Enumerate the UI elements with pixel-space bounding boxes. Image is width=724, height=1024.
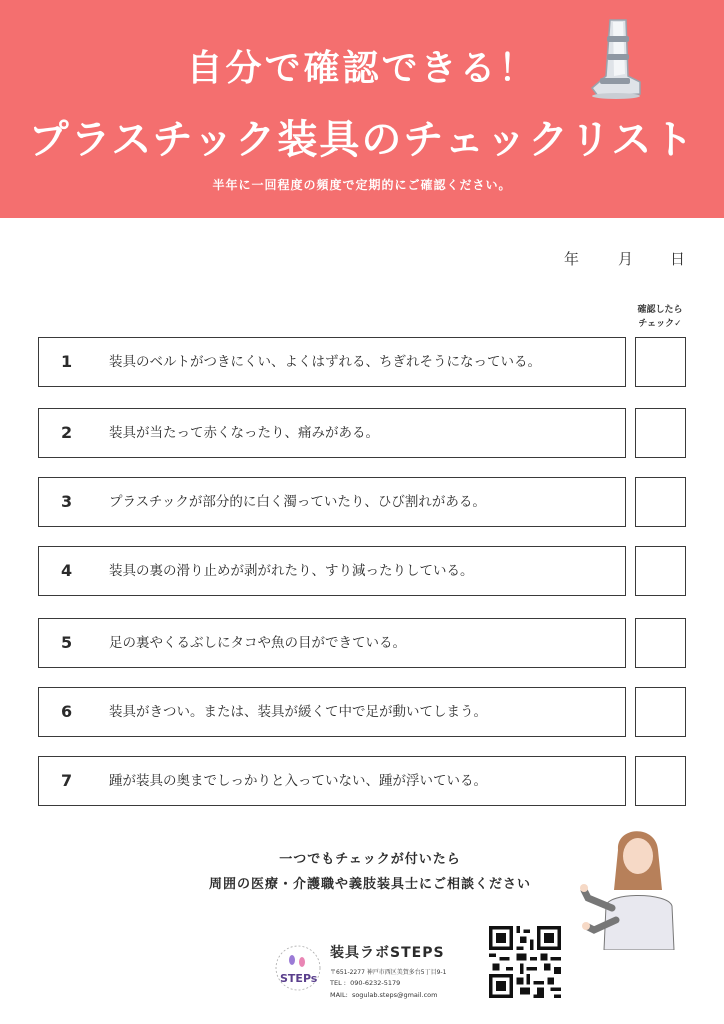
check-box[interactable]	[635, 618, 686, 668]
tel-label: TEL :	[330, 979, 346, 987]
check-box[interactable]	[635, 687, 686, 737]
company-address: 〒651-2277 神戸市西区美賀多台5丁目9-1	[330, 969, 447, 976]
item-text: 足の裏やくるぶしにタコや魚の目ができている。	[109, 635, 406, 651]
mail-label: MAIL:	[330, 991, 348, 999]
pointing-woman-illustration	[578, 820, 688, 950]
checklist-item	[38, 546, 626, 596]
check-box[interactable]	[635, 546, 686, 596]
leg-brace-image	[580, 18, 644, 102]
steps-logo	[274, 938, 322, 1000]
item-number: 6	[61, 702, 73, 721]
checklist-item	[38, 477, 626, 527]
checklist-item	[38, 337, 626, 387]
footer-message-line2: 周囲の医療・介護職や義肢装具士にご相談ください	[208, 877, 531, 892]
title-line1: 自分で確認できる！	[186, 48, 538, 89]
tel-number: 090-6232-5179	[350, 979, 401, 987]
title-line2: プラスチック装具のチェックリスト	[28, 117, 696, 163]
subtitle: 半年に一回程度の頻度で定期的にご確認ください。	[212, 178, 512, 192]
company-name: 装具ラボSTEPS	[330, 945, 445, 961]
item-text: 装具が当たって赤くなったり、痛みがある。	[109, 425, 379, 441]
item-text: プラスチックが部分的に白く濁っていたり、ひび割れがある。	[109, 494, 486, 510]
check-box[interactable]	[635, 477, 686, 527]
mail-address[interactable]: sogulab.steps@gmail.com	[351, 991, 438, 999]
item-text: 装具がきつい。または、装具が緩くて中で足が動いてしまう。	[109, 704, 487, 720]
checklist-item	[38, 618, 626, 668]
company-tel	[330, 979, 400, 987]
check-box[interactable]	[635, 337, 686, 387]
date-year-label: 年	[564, 250, 580, 268]
item-number: 1	[61, 352, 73, 371]
qr-code[interactable]	[489, 926, 561, 998]
header-banner	[0, 0, 724, 218]
check-header-line1: 確認したら	[637, 305, 683, 315]
check-box[interactable]	[635, 408, 686, 458]
item-text: 装具の裏の滑り止めが剥がれたり、すり減ったりしている。	[109, 563, 474, 579]
checklist-item	[38, 756, 626, 806]
item-text: 装具のベルトがつきにくい、よくはずれる、ちぎれそうになっている。	[109, 354, 541, 370]
checklist-item	[38, 687, 626, 737]
item-number: 4	[61, 561, 73, 580]
check-column-header	[625, 303, 695, 331]
item-number: 2	[61, 423, 73, 442]
company-mail	[330, 991, 437, 999]
logo-text: STEPs	[280, 972, 318, 985]
check-box[interactable]	[635, 756, 686, 806]
checklist-item	[38, 408, 626, 458]
item-number: 3	[61, 492, 73, 511]
date-month-label: 月	[618, 250, 634, 268]
footer-message-line1: 一つでもチェックが付いたら	[279, 852, 461, 867]
item-number: 7	[61, 771, 73, 790]
item-text: 踵が装具の奥までしっかりと入っていない、踵が浮いている。	[109, 773, 487, 789]
check-header-line2: チェック✓	[638, 319, 682, 329]
item-number: 5	[61, 633, 73, 652]
date-day-label: 日	[670, 250, 686, 268]
